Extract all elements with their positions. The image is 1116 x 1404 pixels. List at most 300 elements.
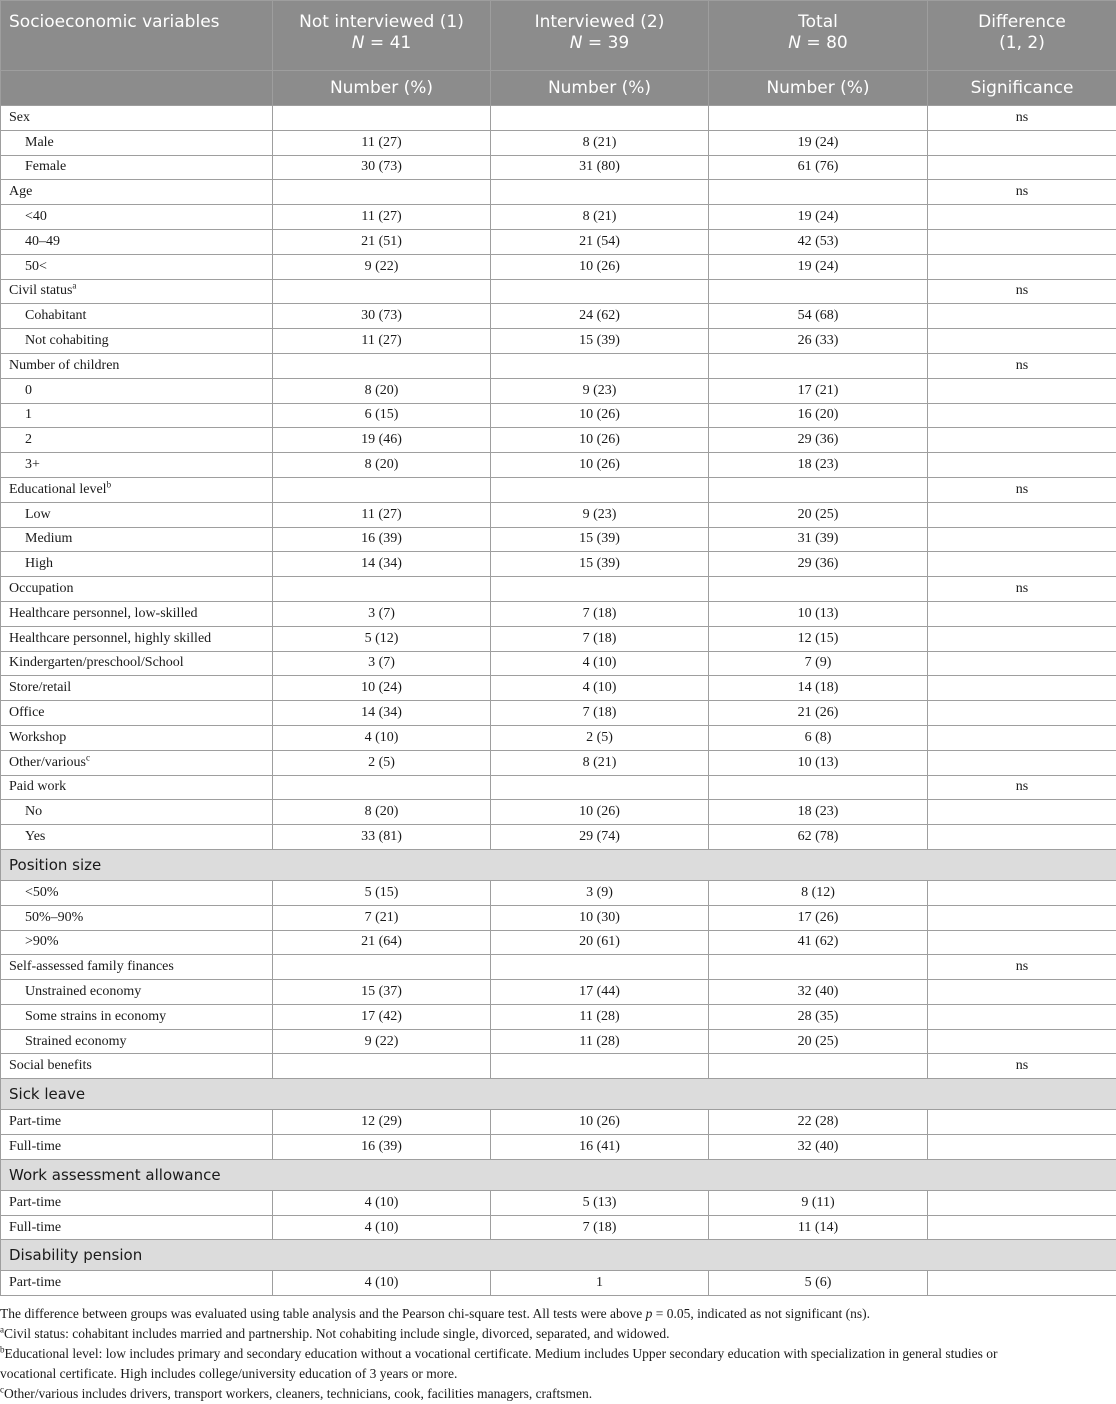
cell-interviewed: 10 (26) [491,403,709,428]
cell-interviewed: 10 (26) [491,453,709,478]
row-label-text: Other/various [9,755,86,770]
row-label [1,130,273,155]
cell-interviewed: 5 (13) [491,1190,709,1215]
cell-interviewed: 11 (28) [491,1004,709,1029]
table-row [1,1004,1116,1029]
footnote-b-mark: b [0,1345,5,1355]
cell-not-interviewed: 16 (39) [273,527,491,552]
header-interviewed-title: Interviewed (2) [535,12,665,32]
cell-significance [928,905,1116,930]
row-label [1,701,273,726]
cell-significance: ns [928,955,1116,980]
row-label-text: Part-time [9,1114,61,1129]
cell-total [709,1054,928,1079]
table-row [1,205,1116,230]
table-row [1,800,1116,825]
table-row [1,626,1116,651]
cell-significance [928,1135,1116,1160]
group-row [1,279,1116,304]
row-label [1,353,273,378]
cell-significance [928,1004,1116,1029]
row-label [1,1110,273,1135]
cell-not-interviewed [273,180,491,205]
cell-not-interviewed: 6 (15) [273,403,491,428]
cell-not-interviewed [273,775,491,800]
cell-not-interviewed: 4 (10) [273,725,491,750]
cell-total: 20 (25) [709,1029,928,1054]
footnote-c-mark: c [0,1385,4,1395]
row-label-text: Self-assessed family finances [9,959,174,974]
table-row [1,155,1116,180]
cell-total: 16 (20) [709,403,928,428]
row-label [1,955,273,980]
table-row [1,980,1116,1005]
table-header [1,1,1116,106]
header-sub-total: Number (%) [709,71,928,106]
cell-significance [928,800,1116,825]
cell-interviewed: 11 (28) [491,1029,709,1054]
group-row [1,180,1116,205]
group-row [1,1054,1116,1079]
footnote-a [0,1324,1116,1344]
cell-interviewed: 16 (41) [491,1135,709,1160]
cell-total [709,180,928,205]
row-label-text: Office [9,705,45,720]
row-label [1,229,273,254]
cell-not-interviewed: 21 (64) [273,930,491,955]
cell-not-interviewed: 16 (39) [273,1135,491,1160]
row-label [1,205,273,230]
cell-significance: ns [928,106,1116,131]
row-label [1,1135,273,1160]
footnote-a-text: Civil status: cohabitant includes married and partnership. Not cohabiting include single, divorced, separated, and widowed. [4,1326,669,1341]
row-label-text: Low [25,507,51,522]
group-row [1,775,1116,800]
cell-total: 7 (9) [709,651,928,676]
header-total [709,1,928,71]
cell-not-interviewed [273,1054,491,1079]
header-sub-interviewed: Number (%) [491,71,709,106]
footnote-b-text-1: Educational level: low includes primary and secondary education without a vocational certificate. Medium includes Upper secondary education with specialization in general studies or [5,1346,998,1361]
cell-significance [928,205,1116,230]
row-label-text: 0 [25,383,32,398]
footnote-marker: a [72,281,76,291]
cell-significance [928,725,1116,750]
row-label-text: Educational level [9,482,107,497]
row-label [1,800,273,825]
table-row [1,1110,1116,1135]
cell-total: 26 (33) [709,329,928,354]
cell-significance [928,329,1116,354]
cell-significance [928,403,1116,428]
group-row [1,353,1116,378]
cell-interviewed: 4 (10) [491,676,709,701]
cell-interviewed: 20 (61) [491,930,709,955]
table-row [1,825,1116,850]
cell-not-interviewed: 9 (22) [273,254,491,279]
cell-not-interviewed: 3 (7) [273,601,491,626]
cell-interviewed [491,353,709,378]
cell-total: 31 (39) [709,527,928,552]
table-row [1,880,1116,905]
table-row [1,130,1116,155]
cell-interviewed: 9 (23) [491,378,709,403]
header-total-n-label: N [788,33,801,53]
footnote-c-text: Other/various includes drivers, transport workers, cleaners, technicians, cook, facilities managers, craftsmen. [4,1386,592,1401]
row-label [1,626,273,651]
cell-interviewed: 7 (18) [491,601,709,626]
cell-total: 14 (18) [709,676,928,701]
cell-interviewed: 7 (18) [491,701,709,726]
cell-interviewed: 10 (26) [491,428,709,453]
cell-significance [928,880,1116,905]
cell-significance: ns [928,353,1116,378]
cell-not-interviewed [273,577,491,602]
cell-interviewed: 3 (9) [491,880,709,905]
row-label [1,403,273,428]
cell-interviewed [491,477,709,502]
row-label [1,775,273,800]
cell-total: 42 (53) [709,229,928,254]
row-label [1,329,273,354]
table-row [1,502,1116,527]
cell-not-interviewed [273,279,491,304]
cell-interviewed [491,955,709,980]
table-row [1,329,1116,354]
row-label [1,106,273,131]
cell-significance [928,1215,1116,1240]
cell-significance [928,1110,1116,1135]
row-label [1,676,273,701]
table-row [1,1271,1116,1296]
cell-significance [928,502,1116,527]
header-difference-title: Difference [978,12,1066,32]
cell-significance: ns [928,577,1116,602]
table-row [1,254,1116,279]
cell-not-interviewed: 12 (29) [273,1110,491,1135]
row-label [1,1271,273,1296]
cell-total: 41 (62) [709,930,928,955]
row-label [1,601,273,626]
row-label-text: No [25,804,42,819]
row-label-text: 50%–90% [25,910,83,925]
cell-interviewed: 9 (23) [491,502,709,527]
cell-not-interviewed: 4 (10) [273,1190,491,1215]
row-label [1,651,273,676]
cell-interviewed: 10 (26) [491,254,709,279]
cell-significance [928,601,1116,626]
table-row [1,930,1116,955]
row-label-text: Full-time [9,1220,61,1235]
row-label [1,750,273,775]
cell-total: 29 (36) [709,428,928,453]
header-not-interviewed-n-value: = 41 [365,33,412,53]
cell-interviewed: 15 (39) [491,329,709,354]
row-label-text: Not cohabiting [25,333,109,348]
row-label-text: <40 [25,209,47,224]
footnote-b [0,1344,1116,1384]
cell-not-interviewed: 4 (10) [273,1215,491,1240]
table-row [1,1029,1116,1054]
header-variables: Socioeconomic variables [1,1,273,71]
row-label [1,502,273,527]
cell-interviewed: 10 (26) [491,1110,709,1135]
cell-total: 5 (6) [709,1271,928,1296]
row-label [1,453,273,478]
cell-total [709,279,928,304]
cell-interviewed: 2 (5) [491,725,709,750]
cell-total: 29 (36) [709,552,928,577]
table-row [1,651,1116,676]
header-sub-significance: Significance [928,71,1116,106]
row-label [1,279,273,304]
row-label-text: Store/retail [9,680,71,695]
cell-total: 11 (14) [709,1215,928,1240]
table-row [1,1190,1116,1215]
cell-total [709,477,928,502]
cell-significance: ns [928,1054,1116,1079]
header-difference [928,1,1116,71]
table-row [1,527,1116,552]
table-row [1,750,1116,775]
row-label-text: Yes [25,829,45,844]
cell-not-interviewed: 5 (12) [273,626,491,651]
cell-not-interviewed: 14 (34) [273,701,491,726]
cell-significance: ns [928,775,1116,800]
cell-not-interviewed: 5 (15) [273,880,491,905]
row-label-text: Unstrained economy [25,984,141,999]
cell-total: 8 (12) [709,880,928,905]
cell-significance [928,304,1116,329]
cell-not-interviewed: 9 (22) [273,1029,491,1054]
row-label [1,180,273,205]
row-label-text: Strained economy [25,1034,126,1049]
header-difference-sub: (1, 2) [999,33,1045,53]
cell-interviewed [491,1054,709,1079]
cell-not-interviewed: 4 (10) [273,1271,491,1296]
cell-significance [928,1190,1116,1215]
cell-total: 28 (35) [709,1004,928,1029]
cell-not-interviewed [273,477,491,502]
cell-not-interviewed: 8 (20) [273,800,491,825]
row-label-text: Civil status [9,283,72,298]
row-label-text: 50< [25,259,47,274]
cell-not-interviewed: 30 (73) [273,155,491,180]
row-label [1,930,273,955]
cell-total: 62 (78) [709,825,928,850]
cell-significance: ns [928,279,1116,304]
cell-not-interviewed: 11 (27) [273,205,491,230]
cell-interviewed: 10 (26) [491,800,709,825]
cell-interviewed: 29 (74) [491,825,709,850]
row-label-text: <50% [25,885,59,900]
row-label [1,378,273,403]
row-label-text: Occupation [9,581,74,596]
section-row [1,1240,1116,1271]
cell-total: 6 (8) [709,725,928,750]
row-label [1,477,273,502]
cell-significance [928,254,1116,279]
section-label: Position size [1,849,1116,880]
header-interviewed [491,1,709,71]
table-row [1,1135,1116,1160]
cell-total: 9 (11) [709,1190,928,1215]
cell-not-interviewed: 3 (7) [273,651,491,676]
row-label-text: Female [25,159,66,174]
header-total-n-value: = 80 [801,33,848,53]
row-label-text: Part-time [9,1275,61,1290]
cell-not-interviewed [273,353,491,378]
cell-interviewed [491,279,709,304]
table-row [1,905,1116,930]
cell-total: 18 (23) [709,453,928,478]
cell-not-interviewed: 11 (27) [273,329,491,354]
row-label-text: Healthcare personnel, highly skilled [9,631,211,646]
cell-significance [928,676,1116,701]
cell-not-interviewed: 11 (27) [273,502,491,527]
cell-interviewed: 8 (21) [491,750,709,775]
cell-not-interviewed [273,955,491,980]
cell-significance [928,930,1116,955]
cell-significance [928,527,1116,552]
cell-not-interviewed: 17 (42) [273,1004,491,1029]
row-label [1,905,273,930]
cell-interviewed: 21 (54) [491,229,709,254]
cell-significance: ns [928,477,1116,502]
cell-total: 12 (15) [709,626,928,651]
footnote-marker: b [107,479,112,489]
cell-significance [928,1271,1116,1296]
cell-not-interviewed: 2 (5) [273,750,491,775]
group-row [1,477,1116,502]
header-total-title: Total [798,12,838,32]
row-label-text: Workshop [9,730,66,745]
row-label [1,155,273,180]
cell-not-interviewed: 7 (21) [273,905,491,930]
row-label-text: >90% [25,934,59,949]
cell-significance [928,229,1116,254]
cell-not-interviewed: 15 (37) [273,980,491,1005]
table-row [1,378,1116,403]
table-row [1,403,1116,428]
cell-interviewed: 10 (30) [491,905,709,930]
cell-not-interviewed: 21 (51) [273,229,491,254]
header-interviewed-n-value: = 39 [583,33,630,53]
cell-interviewed: 31 (80) [491,155,709,180]
cell-interviewed [491,577,709,602]
cell-significance [928,453,1116,478]
header-not-interviewed-title: Not interviewed (1) [299,12,464,32]
cell-interviewed [491,775,709,800]
cell-total: 10 (13) [709,601,928,626]
footnote-c [0,1384,1116,1404]
cell-total: 21 (26) [709,701,928,726]
cell-total: 19 (24) [709,130,928,155]
cell-total [709,577,928,602]
cell-total: 54 (68) [709,304,928,329]
table-body [1,106,1116,1296]
row-label-text: Part-time [9,1195,61,1210]
section-row [1,1079,1116,1110]
cell-significance [928,155,1116,180]
cell-total: 20 (25) [709,502,928,527]
row-label-text: 2 [25,432,32,447]
cell-total: 17 (21) [709,378,928,403]
row-label [1,304,273,329]
row-label-text: 3+ [25,457,40,472]
table-row [1,453,1116,478]
cell-interviewed: 17 (44) [491,980,709,1005]
cell-significance [928,701,1116,726]
footnote-a-mark: a [0,1325,4,1335]
cell-significance [928,130,1116,155]
cell-interviewed: 4 (10) [491,651,709,676]
table-row [1,229,1116,254]
cell-not-interviewed: 11 (27) [273,130,491,155]
table-row [1,701,1116,726]
table-row [1,1215,1116,1240]
table-row [1,304,1116,329]
row-label-text: Age [9,184,32,199]
row-label [1,1004,273,1029]
row-label [1,428,273,453]
row-label [1,725,273,750]
row-label [1,880,273,905]
table-footnotes [0,1296,1116,1404]
header-sub-blank [1,71,273,106]
cell-interviewed [491,180,709,205]
footnote-main-text-1: The difference between groups was evaluated using table analysis and the Pearson chi-square test. All tests were above [0,1306,646,1321]
cell-interviewed [491,106,709,131]
cell-interviewed: 7 (18) [491,1215,709,1240]
row-label [1,1215,273,1240]
cell-total: 18 (23) [709,800,928,825]
row-label [1,1029,273,1054]
cell-interviewed: 7 (18) [491,626,709,651]
row-label-text: Some strains in economy [25,1009,166,1024]
cell-interviewed: 8 (21) [491,130,709,155]
section-label: Sick leave [1,1079,1116,1110]
section-row [1,1159,1116,1190]
table-row [1,676,1116,701]
cell-total: 32 (40) [709,1135,928,1160]
table-row [1,552,1116,577]
cell-not-interviewed: 8 (20) [273,453,491,478]
header-sub-not-interviewed: Number (%) [273,71,491,106]
row-label-text: Number of children [9,358,119,373]
group-row [1,955,1116,980]
cell-significance [928,428,1116,453]
cell-interviewed: 1 [491,1271,709,1296]
cell-total: 19 (24) [709,254,928,279]
table-row [1,428,1116,453]
cell-not-interviewed: 14 (34) [273,552,491,577]
row-label-text: Full-time [9,1139,61,1154]
cell-total: 61 (76) [709,155,928,180]
cell-significance [928,750,1116,775]
cell-total [709,775,928,800]
row-label-text: High [25,556,53,571]
footnote-marker: c [86,752,90,762]
cell-total: 19 (24) [709,205,928,230]
cell-not-interviewed: 8 (20) [273,378,491,403]
row-label-text: Male [25,135,54,150]
row-label [1,980,273,1005]
cell-total: 22 (28) [709,1110,928,1135]
row-label-text: 40–49 [25,234,60,249]
cell-total: 10 (13) [709,750,928,775]
footnote-main-text-2: = 0.05, indicated as not significant (ns). [652,1306,870,1321]
